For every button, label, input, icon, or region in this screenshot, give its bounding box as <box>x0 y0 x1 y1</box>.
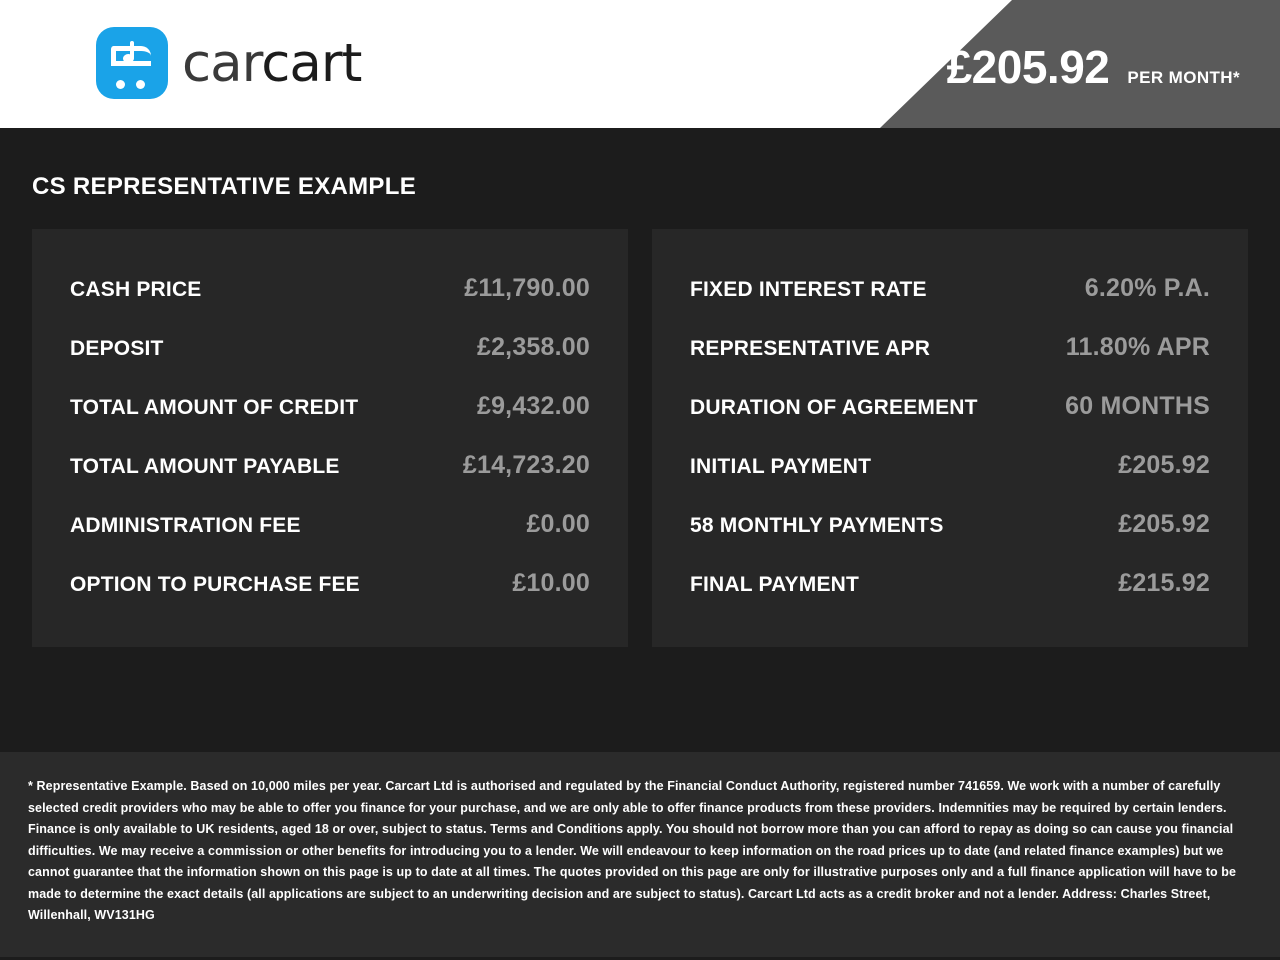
row-value: £0.00 <box>526 510 590 538</box>
carcart-logo-icon <box>96 27 168 99</box>
row-value: £215.92 <box>1118 569 1210 597</box>
row-value: £205.92 <box>1118 451 1210 479</box>
table-row <box>70 259 590 318</box>
table-row <box>690 318 1210 377</box>
table-row <box>70 495 590 554</box>
row-value: £11,790.00 <box>464 274 590 302</box>
row-label: 58 MONTHLY PAYMENTS <box>690 514 944 537</box>
row-label: ADMINISTRATION FEE <box>70 514 301 537</box>
brand-logo[interactable] <box>96 27 361 99</box>
row-label: DEPOSIT <box>70 337 164 360</box>
table-row <box>70 436 590 495</box>
table-row <box>690 436 1210 495</box>
table-row <box>690 495 1210 554</box>
logo-text-primary: car <box>182 32 262 94</box>
page-title: CS REPRESENTATIVE EXAMPLE <box>32 173 416 200</box>
row-value: £10.00 <box>512 569 590 597</box>
row-value: 6.20% P.A. <box>1084 274 1210 302</box>
table-row <box>70 554 590 613</box>
row-value: £14,723.20 <box>462 451 590 479</box>
price-period-label: PER MONTH* <box>1127 68 1240 87</box>
disclaimer-footer <box>0 752 1280 957</box>
table-row <box>70 318 590 377</box>
finance-panel-right <box>652 229 1248 647</box>
row-value: £9,432.00 <box>476 392 590 420</box>
monthly-price <box>947 40 1240 94</box>
main-content <box>0 128 1280 647</box>
row-label: TOTAL AMOUNT PAYABLE <box>70 455 340 478</box>
row-value: 60 MONTHS <box>1065 392 1210 420</box>
row-value: 11.80% APR <box>1065 333 1210 361</box>
row-value: £205.92 <box>1118 510 1210 538</box>
table-row <box>690 259 1210 318</box>
logo-text-secondary: cart <box>261 32 362 94</box>
row-label: CASH PRICE <box>70 278 202 301</box>
row-label: OPTION TO PURCHASE FEE <box>70 573 360 596</box>
table-row <box>690 554 1210 613</box>
row-label: TOTAL AMOUNT OF CREDIT <box>70 396 359 419</box>
row-label: REPRESENTATIVE APR <box>690 337 931 360</box>
disclaimer-text: * Representative Example. Based on 10,000 miles per year. Carcart Ltd is authorised and regulated by the Financial Conduct Authority, registered number 741659. We work with a number of carefully selected credit providers who may be able to offer you finance for your purchase, and we are only able to offer finance products from these providers. Indemnities may be required by certain lenders. Finance is only available to UK residents, aged 18 or over, subject to status. Terms and Conditions apply. You should not borrow more than you can afford to repay as doing so can cause you financial difficulties. We may receive a commission or other benefits for introducing you to a lender. We will endeavour to keep information on the road prices up to date (and related finance examples) but we cannot guarantee that the information shown on this page is up to date at all times. The quotes provided on this page are only for illustrative purposes only and a full finance application will have to be made to determine the exact details (all applications are subject to an underwriting decision and are subject to status). Carcart Ltd acts as a credit broker and not a lender. Address: Charles Street, Willenhall, WV131HG <box>28 779 1237 922</box>
row-label: FIXED INTEREST RATE <box>690 278 927 301</box>
row-label: INITIAL PAYMENT <box>690 455 872 478</box>
row-label: FINAL PAYMENT <box>690 573 860 596</box>
page-header <box>0 0 1280 128</box>
finance-details-panels <box>32 229 1248 647</box>
row-label: DURATION OF AGREEMENT <box>690 396 978 419</box>
logo-wordmark <box>182 33 361 94</box>
table-row <box>70 377 590 436</box>
price-amount: £205.92 <box>946 41 1110 93</box>
table-row <box>690 377 1210 436</box>
row-value: £2,358.00 <box>476 333 590 361</box>
finance-panel-left <box>32 229 628 647</box>
